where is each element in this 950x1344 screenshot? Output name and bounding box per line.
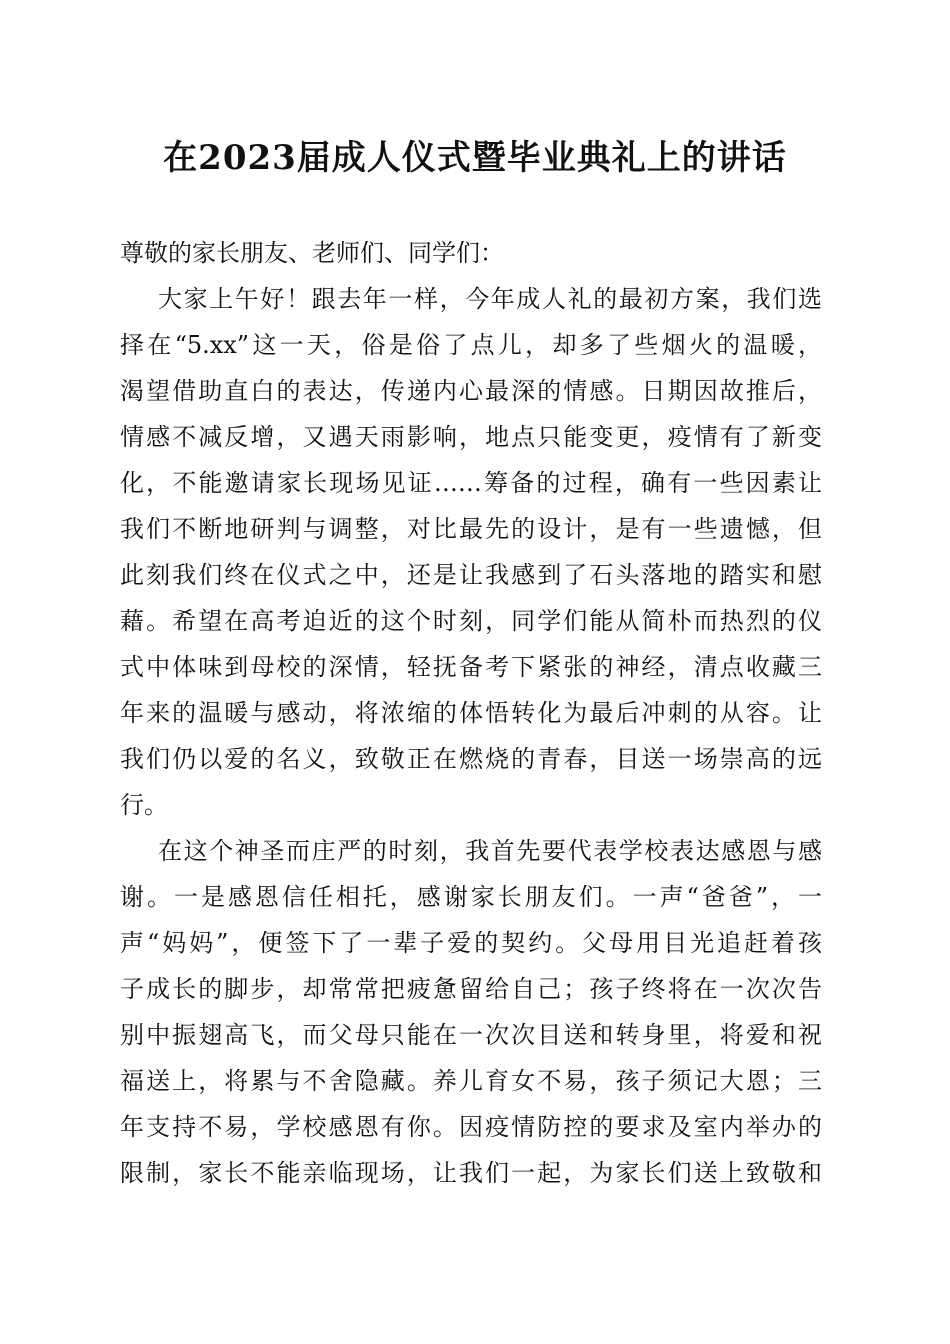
text-line: 在这个神圣而庄严的时刻，我首先要代表学校表达感恩与感 [158,837,822,865]
text-line: 择在“5.xx”这一天，俗是俗了点儿，却多了些烟火的温暖， [120,331,822,359]
text-line: 我们不断地研判与调整，对比最先的设计，是有一些遗憾，但 [120,515,822,543]
document-body [120,230,822,1196]
paragraphs [120,276,822,1196]
text-line: 渴望借助直白的表达，传递内心最深的情感。日期因故推后， [120,377,822,405]
text-line: 藉。希望在高考迫近的这个时刻，同学们能从简朴而热烈的仪 [120,607,822,635]
text-line: 情感不减反增，又遇天雨影响，地点只能变更，疫情有了新变 [120,423,822,451]
text-line: 大家上午好！跟去年一样，今年成人礼的最初方案，我们选 [158,285,822,313]
text-line: 年支持不易，学校感恩有你。因疫情防控的要求及室内举办的 [120,1113,822,1141]
paragraph [120,828,822,1196]
text-line: 别中振翅高飞，而父母只能在一次次目送和转身里，将爱和祝 [120,1021,822,1049]
text-line: 行。 [120,791,168,819]
text-line: 福送上，将累与不舍隐藏。养儿育女不易，孩子须记大恩；三 [120,1067,822,1095]
text-line: 声“妈妈”，便签下了一辈子爱的契约。父母用目光追赶着孩 [120,929,822,957]
text-line: 化，不能邀请家长现场见证……筹备的过程，确有一些因素让 [120,469,822,497]
text-line: 谢。一是感恩信任相托，感谢家长朋友们。一声“爸爸”，一 [120,883,822,911]
salutation: 尊敬的家长朋友、老师们、同学们： [120,239,504,267]
text-line: 子成长的脚步，却常常把疲惫留给自己；孩子终将在一次次告 [120,975,822,1003]
text-line: 年来的温暖与感动，将浓缩的体悟转化为最后冲刺的从容。让 [120,699,822,727]
text-line: 此刻我们终在仪式之中，还是让我感到了石头落地的踏实和慰 [120,561,822,589]
paragraph [120,276,822,828]
text-line: 式中体味到母校的深情，轻抚备考下紧张的神经，清点收藏三 [120,653,822,681]
text-line: 我们仍以爱的名义，致敬正在燃烧的青春，目送一场崇高的远 [120,745,822,773]
text-line: 限制，家长不能亲临现场，让我们一起，为家长们送上致敬和 [120,1159,822,1187]
document-title: 在2023届成人仪式暨毕业典礼上的讲话 [163,138,787,178]
